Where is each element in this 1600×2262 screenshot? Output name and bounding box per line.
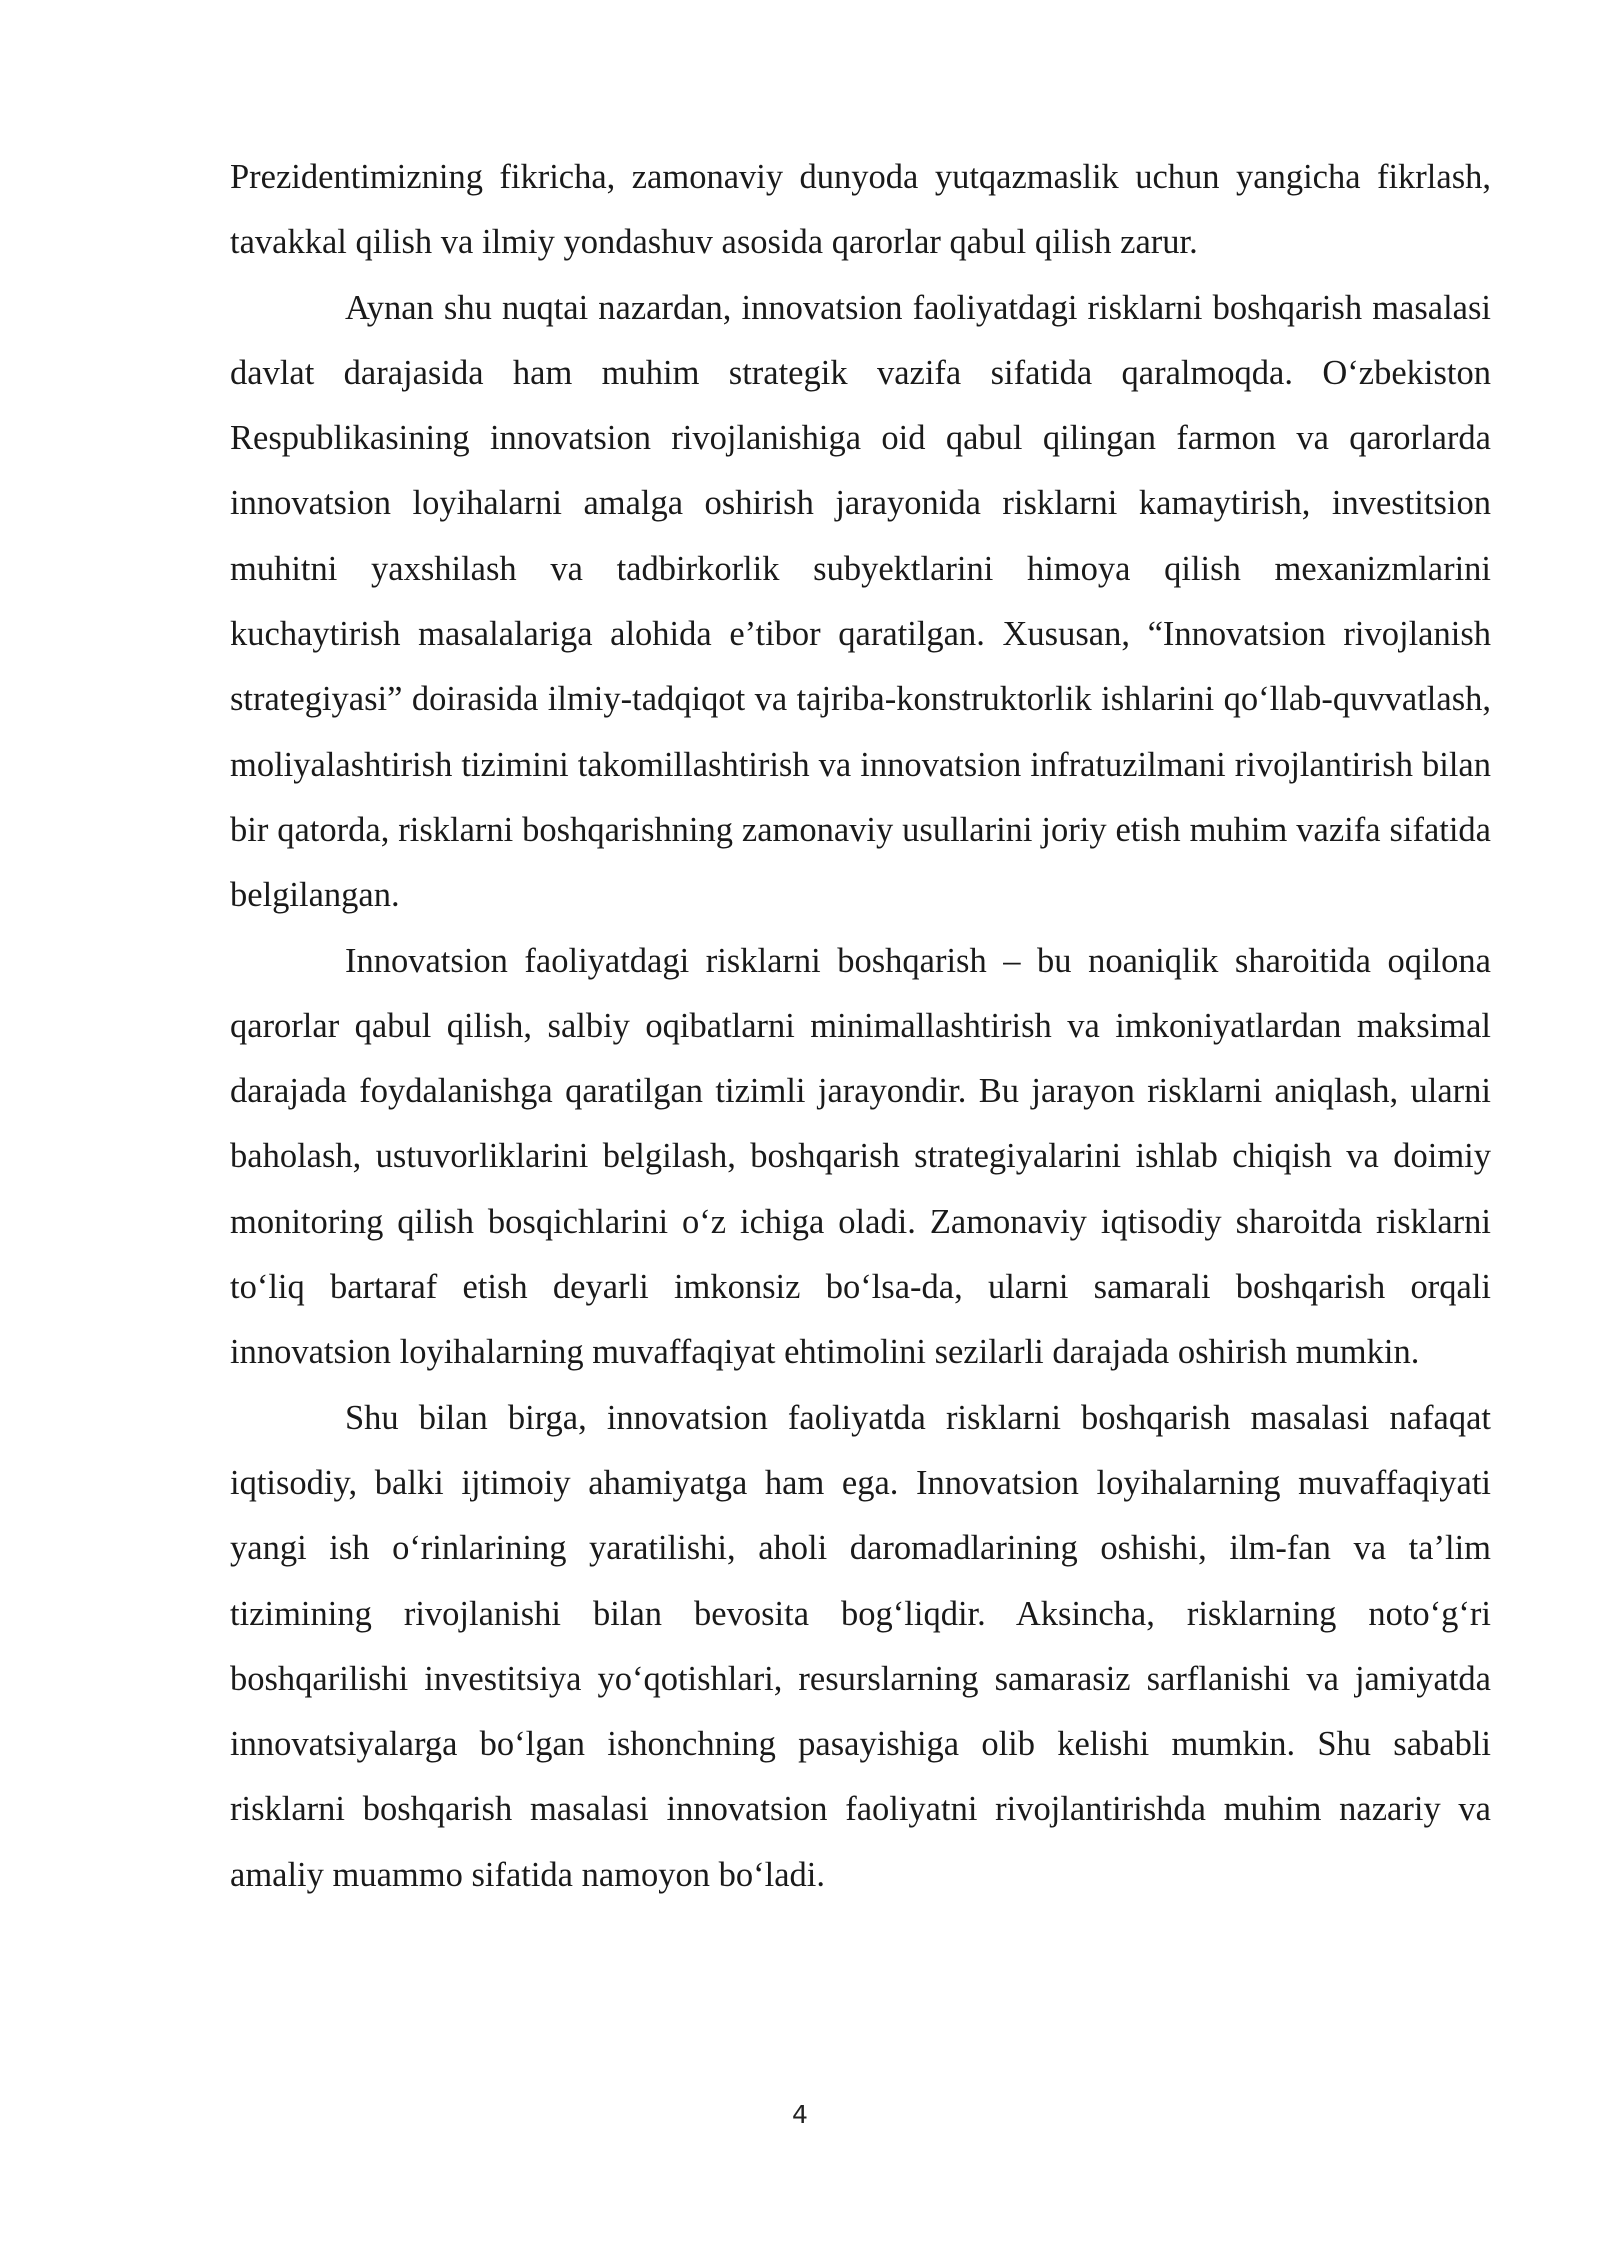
paragraph-2: Aynan shu nuqtai nazardan, innovatsion faoliyatdagi risklarni boshqarish masalasi davlat darajasida ham muhim strategik vazifa sifatida qaralmoqda. O‘zbekiston Respublikasining innovatsion rivojlanishiga oid qabul qilingan farmon va qarorlarda innovatsion loyihalarni amalga oshirish jarayonida risklarni kamaytirish, investitsion muhitni yaxshilash va tadbirkorlik subyektlarini himoya qilish mexanizmlarini kuchaytirish masalalariga alohida e’tibor qaratilgan. Xususan, “Innovatsion rivojlanish strategiyasi” doirasida ilmiy-tadqiqot va tajriba-konstruktorlik ishlarini qo‘llab-quvvatlash, moliyalashtirish tizimini takomillashtirish va innovatsion infratuzilmani rivojlantirish bilan bir qatorda, risklarni boshqarishning zamonaviy usullarini joriy etish muhim vazifa sifatida belgilangan. [230, 288, 1491, 915]
page-number: 4 [792, 2100, 808, 2129]
paragraph-4: Shu bilan birga, innovatsion faoliyatda risklarni boshqarish masalasi nafaqat iqtisodiy, balki ijtimoiy ahamiyatga ham ega. Innovatsion loyihalarning muvaffaqiyati yangi ish o‘rinlarining yaratilishi, aholi daromadlarining oshishi, ilm-fan va ta’lim tizimining rivojlanishi bilan bevosita bog‘liqdir. Aksincha, risklarning noto‘g‘ri boshqarilishi investitsiya yo‘qotishlari, resurslarning samarasiz sarflanishi va jamiyatda innovatsiyalarga bo‘lgan ishonchning pasayishiga olib kelishi mumkin. Shu sababli risklarni boshqarish masalasi innovatsion faoliyatni rivojlantirishda muhim nazariy va amaliy muammo sifatida namoyon bo‘ladi. [230, 1398, 1491, 1894]
paragraph-3: Innovatsion faoliyatdagi risklarni boshqarish – bu noaniqlik sharoitida oqilona qarorlar qabul qilish, salbiy oqibatlarni minimallashtirish va imkoniyatlardan maksimal darajada foydalanishga qaratilgan tizimli jarayondir. Bu jarayon risklarni aniqlash, ularni baholash, ustuvorliklarini belgilash, boshqarish strategiyalarini ishlab chiqish va doimiy monitoring qilish bosqichlarini o‘z ichiga oladi. Zamonaviy iqtisodiy sharoitda risklarni to‘liq bartaraf etish deyarli imkonsiz bo‘lsa-da, ularni samarali boshqarish orqali innovatsion loyihalarning muvaffaqiyat ehtimolini sezilarli darajada oshirish mumkin. [230, 941, 1491, 1372]
paragraph-1: Prezidentimizning fikricha, zamonaviy dunyoda yutqazmaslik uchun yangicha fikrlash, tavakkal qilish va ilmiy yondashuv asosida qarorlar qabul qilish zarur. [230, 158, 1491, 262]
body-text [230, 145, 1491, 1908]
